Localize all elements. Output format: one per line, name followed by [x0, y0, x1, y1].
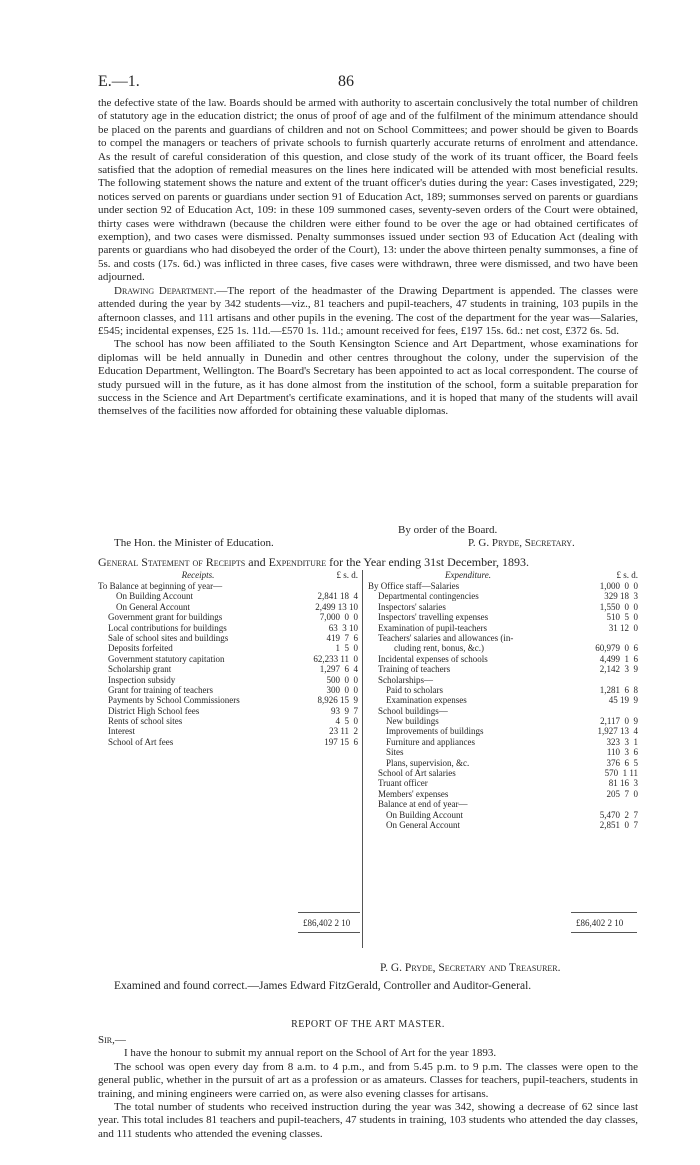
receipt-row: [98, 695, 358, 705]
receipt-label: Inspection subsidy: [108, 674, 176, 685]
receipt-amount: 7,000 0 0: [319, 612, 358, 623]
receipt-row: [98, 726, 358, 736]
report-paragraph: The total number of students who received instruction during the year was 342, showing a decrease of 62 since last year. This total includes 81 teachers and pupil-teachers, 47 students in training, 103 students who attended the day classes, and 111 students who attended the evening classes.: [98, 1101, 638, 1140]
statement-title-expenditure: Expenditure: [268, 555, 327, 569]
receipt-amount: 2,499 13 10: [315, 601, 358, 612]
expenditure-label: Paid to scholars: [386, 684, 443, 695]
receipts-heading: Receipts.: [181, 570, 215, 580]
report-reference: E.—1.: [98, 73, 140, 90]
receipt-label: Sale of school sites and buildings: [108, 632, 229, 643]
expenditure-amount: 1,281 6 8: [599, 684, 638, 695]
receipt-row: [98, 675, 358, 685]
receipt-row: [98, 664, 358, 674]
receipt-amount: 500 0 0: [326, 674, 358, 685]
expenditure-label: New buildings: [386, 716, 439, 727]
receipt-row: [98, 643, 358, 653]
receipt-label: Rents of school sites: [108, 716, 183, 727]
receipt-label: To Balance at beginning of year—: [98, 581, 223, 591]
expenditure-amount: 110 3 6: [606, 747, 638, 758]
addressee-line: The Hon. the Minister of Education.: [114, 537, 274, 549]
expenditure-row: [368, 778, 638, 788]
expenditure-row: [368, 591, 638, 601]
secretary-signature: P. G. Pryde, Secretary.: [468, 537, 575, 549]
receipts-column: [98, 570, 358, 747]
receipts-total-rule-bottom: [298, 932, 360, 933]
expenditure-label: By Office staff—Salaries: [368, 581, 460, 591]
expenditure-amount: 1,927 13 4: [597, 726, 638, 737]
body-text: [98, 97, 638, 419]
expenditure-heading: Expenditure.: [445, 570, 491, 580]
receipt-label: Scholarship grant: [108, 664, 172, 675]
affiliation-paragraph: The school has now been affiliated to the South Kensington Science and Art Department, whose examinations for diplomas will be held annually in Dunedin and other centres throughout the colony, under the supervision of the Education Department, Wellington. The Board's Secretary has been appointed to act as local correspondent. The course of study pursued will in the future, as it has done almost from the institution of the school, form a suitable preparation for success in the Science and Art Department's certificate examinations, and it is hoped that many of the students will avail themselves of the facilities now afforded for obtaining these valuable diplomas.: [98, 338, 638, 418]
expenditure-heading-row: [368, 570, 638, 581]
report-paragraph: I have the honour to submit my annual report on the School of Art for the year 1893.: [124, 1047, 497, 1060]
statement-title-lead: General Statement of Receipts: [98, 555, 246, 569]
expenditure-row: [368, 820, 638, 830]
receipt-amount: 2,841 18 4: [317, 591, 358, 602]
receipt-row: [98, 602, 358, 612]
expenditure-label: Sites: [386, 747, 404, 758]
receipts-total: £86,402 2 10: [303, 918, 351, 928]
expenditure-amount: 2,851 0 7: [599, 819, 638, 830]
expenditure-total-rule-top: [571, 912, 637, 913]
expenditure-label: Examination expenses: [386, 695, 467, 706]
expenditure-total-rule-bottom: [571, 932, 637, 933]
receipt-label: On Building Account: [116, 591, 193, 602]
expenditure-row: [368, 768, 638, 778]
expenditure-row: [368, 716, 638, 726]
receipt-row: [98, 623, 358, 633]
expenditure-amount: 1,550 0 0: [599, 601, 638, 612]
expenditure-label: Truant officer: [378, 778, 428, 789]
report-paragraph: The school was open every day from 8 a.m. to 4 p.m., and from 5.45 p.m. to 9 p.m. The classes were open to the general public, whether in the pursuit of art as a profession or as amateurs. Classes for teachers, pupil-teachers, students in training, and mining engineers were carried on, as were also evening classes for artisans.: [98, 1060, 638, 1100]
expenditure-amount: 2,117 0 9: [600, 716, 638, 727]
truancy-paragraph: the defective state of the law. Boards should be armed with authority to ascertain conclusively the total number of children of statutory age in the education district; the onus of proof of age and of the fulfilment of the minimum attendance should be placed on the parents and guardians of children and not on School Committees; and power should be given to Boards to compel the managers or teachers of private schools to furnish quarterly accurate returns of enrolment and attendance. As the result of careful consideration of this question, and close study of the work of its truant officer, the Board feels satisfied that the adoption of remedial measures on the lines here indicated will be attended with most beneficial results. The following statement shows the nature and extent of the truant officer's duties during the year: Cases investigated, 229; notices served on parents or guardians under section 91 of Education Act, 189; summonses served on parents or guardians under section 92 of Education Act, 109: in these 109 summoned cases, seventy-seven orders of the Court were obtained, thirty cases were withdrawn (because the children were either found to be over the age or had obtained certificates of exemption), and two cases were dismissed. Penalty summonses issued under section 93 of Education Act (dealing with parents or guardians who had disobeyed the order of the Court), 13: under the above thirteen penalty summonses, a fine of 5s. and costs (17s. 6d.) was inflicted in three cases, five cases were withdrawn, three were dismissed, and two have been adjourned.: [98, 97, 638, 284]
expenditure-label: Improvements of buildings: [386, 726, 484, 737]
expenditure-amount: 81 16 3: [608, 778, 638, 789]
receipt-label: Interest: [108, 726, 135, 737]
expenditure-amount: 5,470 2 7: [599, 809, 638, 820]
expenditure-amount: 60,979 0 6: [595, 643, 638, 654]
receipt-label: Local contributions for buildings: [108, 622, 227, 633]
receipt-label: Grant for training of teachers: [108, 684, 213, 695]
report-salutation: Sir,—: [98, 1034, 126, 1046]
expenditure-row: [368, 685, 638, 695]
expenditure-label: Members' expenses: [378, 788, 449, 799]
auditor-certification: Examined and found correct.—James Edward FitzGerald, Controller and Auditor-General.: [114, 980, 532, 992]
expenditure-amount: 4,499 1 6: [599, 653, 638, 664]
receipt-amount: 300 0 0: [326, 684, 358, 695]
receipts-heading-row: [98, 570, 358, 581]
expenditure-row: [368, 706, 638, 716]
expenditure-label: Departmental contingencies: [378, 591, 479, 602]
drawing-department-paragraph: [98, 285, 638, 339]
receipt-label: Payments by School Commissioners: [108, 695, 240, 706]
receipt-label: Government statutory capitation: [108, 653, 225, 664]
expenditure-rows: [368, 581, 638, 830]
expenditure-row: [368, 602, 638, 612]
expenditure-label: Inspectors' travelling expenses: [378, 612, 489, 623]
expenditure-label: Incidental expenses of schools: [378, 653, 488, 664]
expenditure-row: [368, 789, 638, 799]
expenditure-amount: 205 7 0: [606, 788, 638, 799]
expenditure-label: Scholarships—: [378, 674, 433, 685]
expenditure-row: [368, 799, 638, 809]
expenditure-label: On Building Account: [386, 809, 463, 820]
receipt-label: On General Account: [116, 601, 190, 612]
expenditure-row: [368, 810, 638, 820]
expenditure-row: [368, 654, 638, 664]
expenditure-row: [368, 737, 638, 747]
receipt-row: [98, 581, 358, 591]
statement-title-mid: and: [245, 555, 269, 569]
expenditure-amount: 570 1 11: [604, 768, 638, 779]
art-master-report-heading: REPORT OF THE ART MASTER.: [291, 1019, 445, 1030]
expenditure-amount: 376 6 5: [606, 757, 638, 768]
receipt-amount: 197 15 6: [324, 736, 358, 747]
expenditure-row: [368, 633, 638, 643]
column-divider: [362, 570, 363, 948]
expenditure-row: [368, 758, 638, 768]
expenditure-label: On General Account: [386, 819, 460, 830]
page-number: 86: [338, 73, 354, 90]
receipt-label: District High School fees: [108, 705, 200, 716]
expenditure-label: Examination of pupil-teachers: [378, 622, 487, 633]
expenditure-amount: 1,000 0 0: [599, 581, 638, 591]
receipt-row: [98, 633, 358, 643]
art-master-report: [98, 1034, 638, 1141]
expenditure-row: [368, 747, 638, 757]
expenditure-amount: 329 18 3: [604, 591, 638, 602]
expenditure-row: [368, 643, 638, 653]
drawing-department-heading: Drawing Department.: [114, 284, 217, 297]
expenditure-row: [368, 675, 638, 685]
expenditure-row: [368, 664, 638, 674]
expenditure-label: Training of teachers: [378, 664, 451, 675]
expenditure-label: Balance at end of year—: [378, 799, 468, 810]
receipts-units: £ s. d.: [336, 570, 358, 580]
expenditure-units: £ s. d.: [616, 570, 638, 580]
expenditure-amount: 2,142 3 9: [599, 664, 638, 675]
receipt-amount: 62,233 11 0: [313, 653, 358, 664]
receipt-row: [98, 716, 358, 726]
receipt-amount: 93 9 7: [331, 705, 358, 716]
receipt-row: [98, 706, 358, 716]
receipt-label: Government grant for buildings: [108, 612, 223, 623]
receipt-row: [98, 737, 358, 747]
expenditure-label: Plans, supervision, &c.: [386, 757, 470, 768]
receipt-row: [98, 685, 358, 695]
page-header: [98, 73, 638, 91]
expenditure-amount: 31 12 0: [608, 622, 638, 633]
expenditure-label: School of Art salaries: [378, 768, 456, 779]
expenditure-label: Teachers' salaries and allowances (in-: [378, 632, 514, 643]
expenditure-row: [368, 695, 638, 705]
expenditure-label: Furniture and appliances: [386, 736, 475, 747]
receipt-row: [98, 654, 358, 664]
receipt-row: [98, 591, 358, 601]
expenditure-row: [368, 612, 638, 622]
receipt-amount: 4 5 0: [335, 716, 358, 727]
expenditure-label: cluding rent, bonus, &c.): [394, 643, 484, 654]
receipt-amount: 419 7 6: [326, 632, 358, 643]
expenditure-row: [368, 581, 638, 591]
receipt-amount: 1,297 6 4: [319, 664, 358, 675]
expenditure-row: [368, 726, 638, 736]
receipt-amount: 23 11 2: [329, 726, 358, 737]
receipt-label: Deposits forfeited: [108, 643, 173, 654]
expenditure-amount: 323 3 1: [606, 736, 638, 747]
statement-title-tail: for the Year ending 31st December, 1893.: [326, 555, 529, 569]
treasurer-signature: P. G. Pryde, Secretary and Treasurer.: [380, 962, 561, 974]
statement-title: [98, 555, 638, 570]
expenditure-amount: 45 19 9: [608, 695, 638, 706]
expenditure-column: [368, 570, 638, 830]
receipts-rows: [98, 581, 358, 747]
receipt-row: [98, 612, 358, 622]
expenditure-amount: 510 5 0: [606, 612, 638, 623]
receipts-total-rule-top: [298, 912, 360, 913]
expenditure-label: Inspectors' salaries: [378, 601, 446, 612]
receipt-amount: 8,926 15 9: [317, 695, 358, 706]
board-order-line: By order of the Board.: [398, 524, 498, 536]
financial-statement: [98, 570, 638, 955]
expenditure-label: School buildings—: [378, 705, 448, 716]
expenditure-row: [368, 623, 638, 633]
receipt-label: School of Art fees: [108, 736, 174, 747]
receipt-amount: 63 3 10: [328, 622, 358, 633]
drawing-department-text: —The report of the headmaster of the Drawing Department is appended. The classes were attended during the year by 342 students—viz., 81 teachers and pupil-teachers, 47 students in training, 103 pupils in the afternoon classes, and 111 artisans and other pupils in the evening. The cost of the department for the year was—Salaries, £545; incidental expenses, £25 1s. 11d.—£570 1s. 11d.; amount received for fees, £197 15s. 6d.: net cost, £372 6s. 5d.: [98, 284, 638, 337]
receipt-amount: 1 5 0: [335, 643, 358, 654]
expenditure-total: £86,402 2 10: [576, 918, 624, 928]
